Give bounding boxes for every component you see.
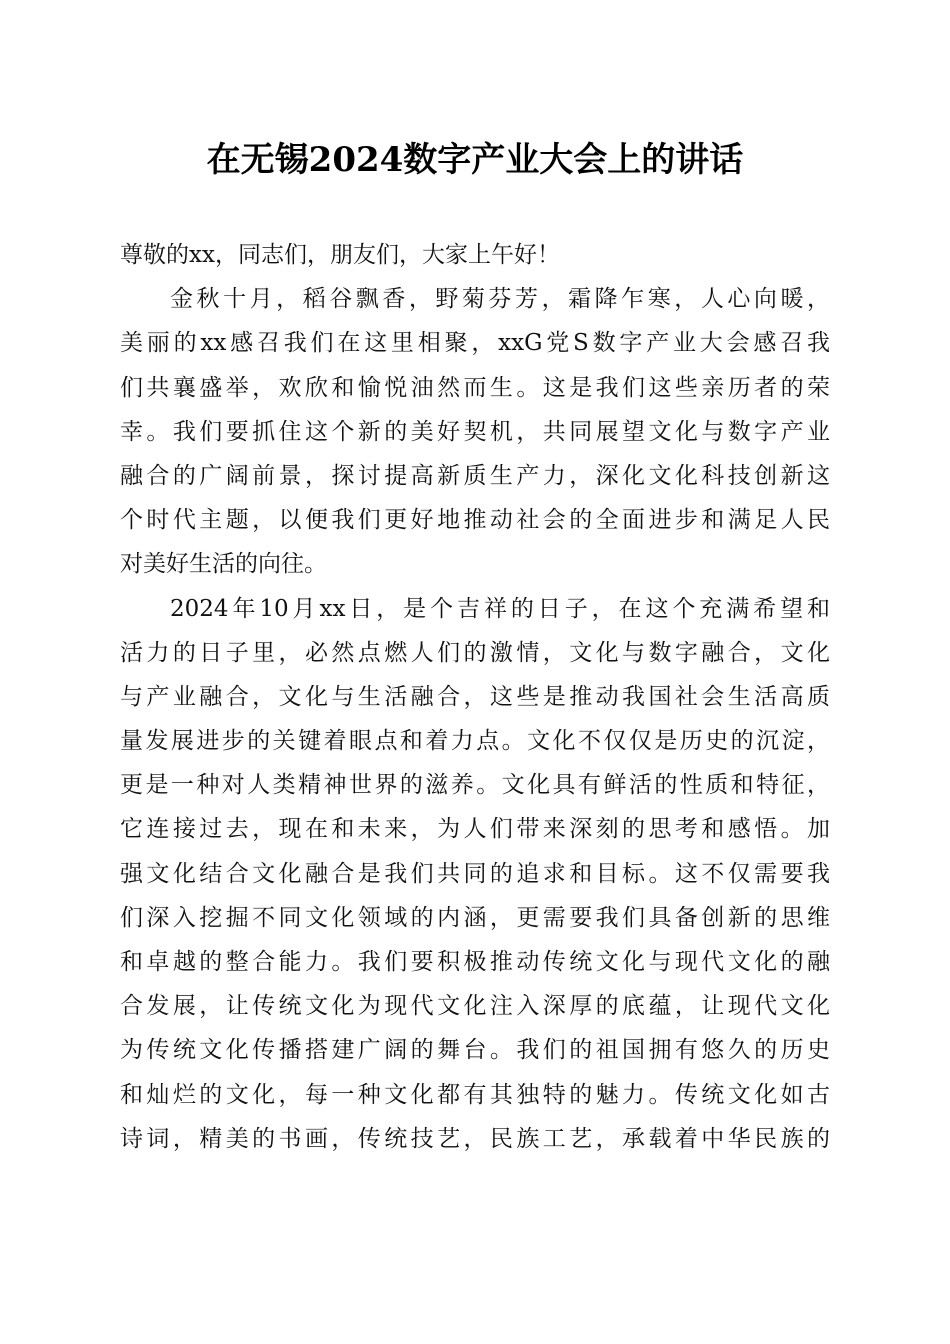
salutation-line: 尊敬的xx，同志们，朋友们，大家上午好！ <box>120 242 560 268</box>
paragraph-line: 个时代主题，以便我们更好地推动社会的全面进步和满足人民 <box>120 507 830 534</box>
paragraph-line: 活力的日子里，必然点燃人们的激情，文化与数字融合，文化 <box>120 639 830 666</box>
paragraph-line: 幸。我们要抓住这个新的美好契机，共同展望文化与数字产业 <box>120 418 830 445</box>
paragraph-line: 金秋十月，稻谷飘香，野菊芬芳，霜降乍寒，人心向暖， <box>170 286 830 313</box>
paragraph-line: 美丽的xx感召我们在这里相聚，xxG党S数字产业大会感召我 <box>120 330 830 357</box>
paragraph-line: 为传统文化传播搭建广阔的舞台。我们的祖国拥有悠久的历史 <box>120 1037 830 1064</box>
paragraph-line: 强文化结合文化融合是我们共同的追求和目标。这不仅需要我 <box>120 860 830 887</box>
paragraph-line: 对美好生活的向往。 <box>120 551 327 578</box>
paragraph-line: 诗词，精美的书画，传统技艺，民族工艺，承载着中华民族的 <box>120 1125 830 1152</box>
paragraph-line: 它连接过去，现在和未来，为人们带来深刻的思考和感悟。加 <box>120 816 830 843</box>
paragraph-line: 与产业融合，文化与生活融合，这些是推动我国社会生活高质 <box>120 683 830 710</box>
paragraph-line: 们共襄盛举，欢欣和愉悦油然而生。这是我们这些亲历者的荣 <box>120 374 830 401</box>
paragraph-line: 和灿烂的文化，每一种文化都有其独特的魅力。传统文化如古 <box>120 1081 830 1108</box>
document-body <box>120 233 830 1161</box>
paragraph-line: 和卓越的整合能力。我们要积极推动传统文化与现代文化的融 <box>120 949 830 975</box>
paragraph-line: 融合的广阔前景，探讨提高新质生产力，深化文化科技创新这 <box>120 462 830 489</box>
paragraph-line: 更是一种对人类精神世界的滋养。文化具有鲜活的性质和特征， <box>120 772 830 799</box>
page-title: 在无锡2024数字产业大会上的讲话 <box>206 140 744 180</box>
paragraph-line: 2024年10月xx日，是个吉祥的日子，在这个充满希望和 <box>170 595 830 622</box>
paragraph-line: 量发展进步的关键着眼点和着力点。文化不仅仅是历史的沉淀， <box>120 728 830 755</box>
paragraph-line: 们深入挖掘不同文化领域的内涵，更需要我们具备创新的思维 <box>120 904 830 931</box>
paragraph-line: 合发展，让传统文化为现代文化注入深厚的底蕴，让现代文化 <box>120 993 830 1020</box>
